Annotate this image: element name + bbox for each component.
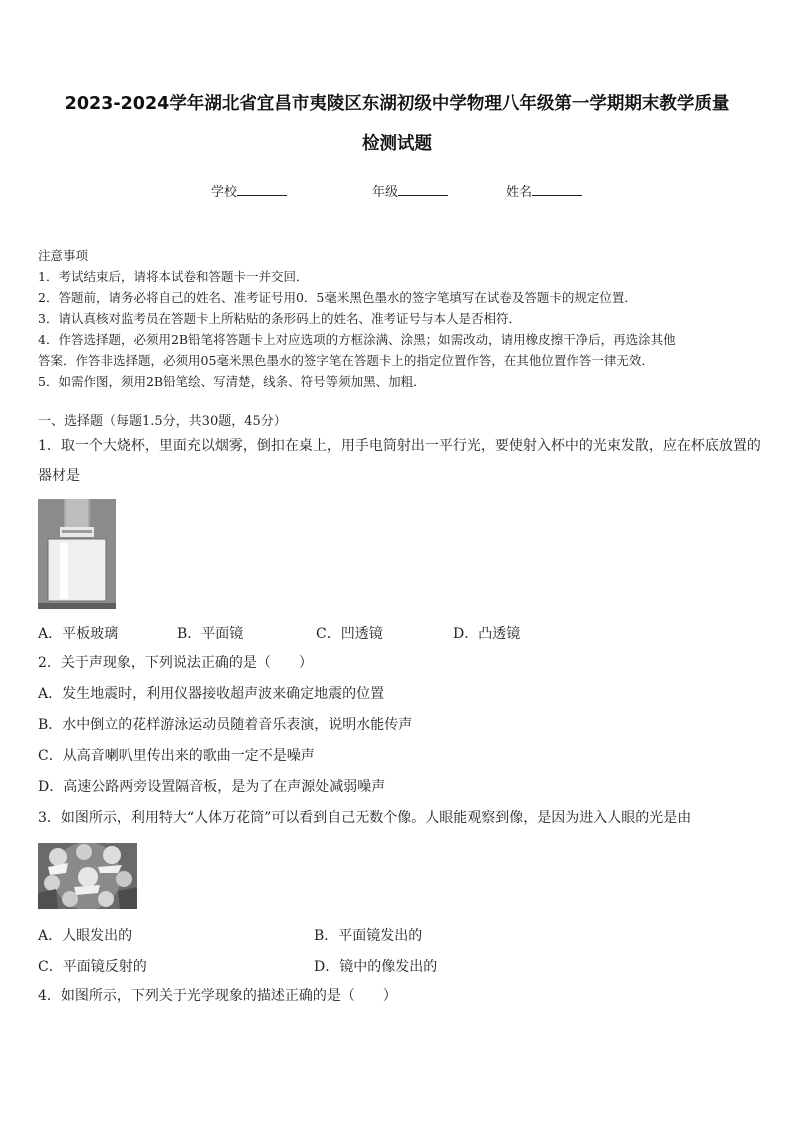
- section-title: 一、选择题（每题1.5分，共30题，45分）: [38, 414, 287, 429]
- exam-title-line1: 2023-2024学年湖北省宜昌市夷陵区东湖初级中学物理八年级第一学期期末教学质量: [64, 94, 730, 114]
- kaleidoscope-illustration: [38, 843, 137, 909]
- name-field: [506, 181, 582, 200]
- exam-title-line2: 检测试题: [362, 134, 432, 154]
- question-3-option-a: A．人眼发出的: [38, 928, 133, 944]
- note-item: 1．考试结束后，请将本试卷和答题卡一并交回．: [38, 269, 309, 284]
- beaker-figure: [38, 499, 116, 609]
- note-item: 5．如需作图，须用2B铅笔绘、写清楚，线条、符号等须加黑、加粗．: [38, 374, 426, 389]
- grade-field: [372, 181, 448, 200]
- question-1-stem-line1: 1．取一个大烧杯，里面充以烟雾，倒扣在桌上，用手电筒射出一平行光，要使射入杯中的光束发散，应在杯底放置的: [38, 438, 761, 454]
- note-item: 3．请认真核对监考员在答题卡上所粘贴的条形码上的姓名、准考证号与本人是否相符．: [38, 311, 521, 326]
- note-item: 答案．作答非选择题，必须用05毫米黑色墨水的签字笔在答题卡上的指定位置作答，在其他位置作答一律无效．: [38, 353, 654, 368]
- name-blank: [532, 183, 582, 196]
- note-item: 2．答题前，请务必将自己的姓名、准考证号用0．5毫米黑色墨水的签字笔填写在试卷及答题卡的规定位置．: [38, 290, 637, 305]
- question-2-stem: 2．关于声现象，下列说法正确的是（ ）: [38, 655, 313, 671]
- question-2-option-a: A．发生地震时，利用仪器接收超声波来确定地震的位置: [38, 686, 385, 702]
- question-3-option-d: D．镜中的像发出的: [314, 959, 438, 975]
- note-item: 4．作答选择题，必须用2B铅笔将答题卡上对应选项的方框涂满、涂黑；如需改动，请用橡皮擦干净后，再选涂其他: [38, 332, 676, 347]
- question-2-option-d: D．高速公路两旁设置隔音板，是为了在声源处减弱噪声: [38, 779, 386, 795]
- school-field: [211, 181, 287, 200]
- question-4-stem: 4．如图所示，下列关于光学现象的描述正确的是（ ）: [38, 988, 397, 1004]
- grade-blank: [398, 183, 448, 196]
- question-2-option-b: B．水中倒立的花样游泳运动员随着音乐表演，说明水能传声: [38, 717, 413, 733]
- notes-heading: 注意事项: [38, 248, 89, 263]
- question-3-stem: 3．如图所示，利用特大“人体万花筒”可以看到自己无数个像。人眼能观察到像，是因为进入人眼的光是由: [38, 810, 692, 826]
- question-3-option-c: C．平面镜反射的: [38, 959, 147, 975]
- kaleidoscope-photo: [38, 843, 137, 909]
- beaker-illustration: [38, 499, 116, 609]
- school-blank: [237, 183, 287, 196]
- question-1-option-c: C．凹透镜: [316, 626, 383, 642]
- question-1-stem-line2: 器材是: [38, 468, 80, 484]
- question-1-option-a: A．平板玻璃: [38, 626, 119, 642]
- question-1-option-d: D．凸透镜: [453, 626, 521, 642]
- question-1-option-b: B．平面镜: [177, 626, 244, 642]
- question-3-option-b: B．平面镜发出的: [314, 928, 423, 944]
- grade-label: 年级: [372, 185, 399, 200]
- name-label: 姓名: [506, 185, 533, 200]
- exam-notes: [38, 245, 763, 392]
- question-2-option-c: C．从高音喇叭里传出来的歌曲一定不是噪声: [38, 748, 315, 764]
- school-label: 学校: [211, 185, 238, 200]
